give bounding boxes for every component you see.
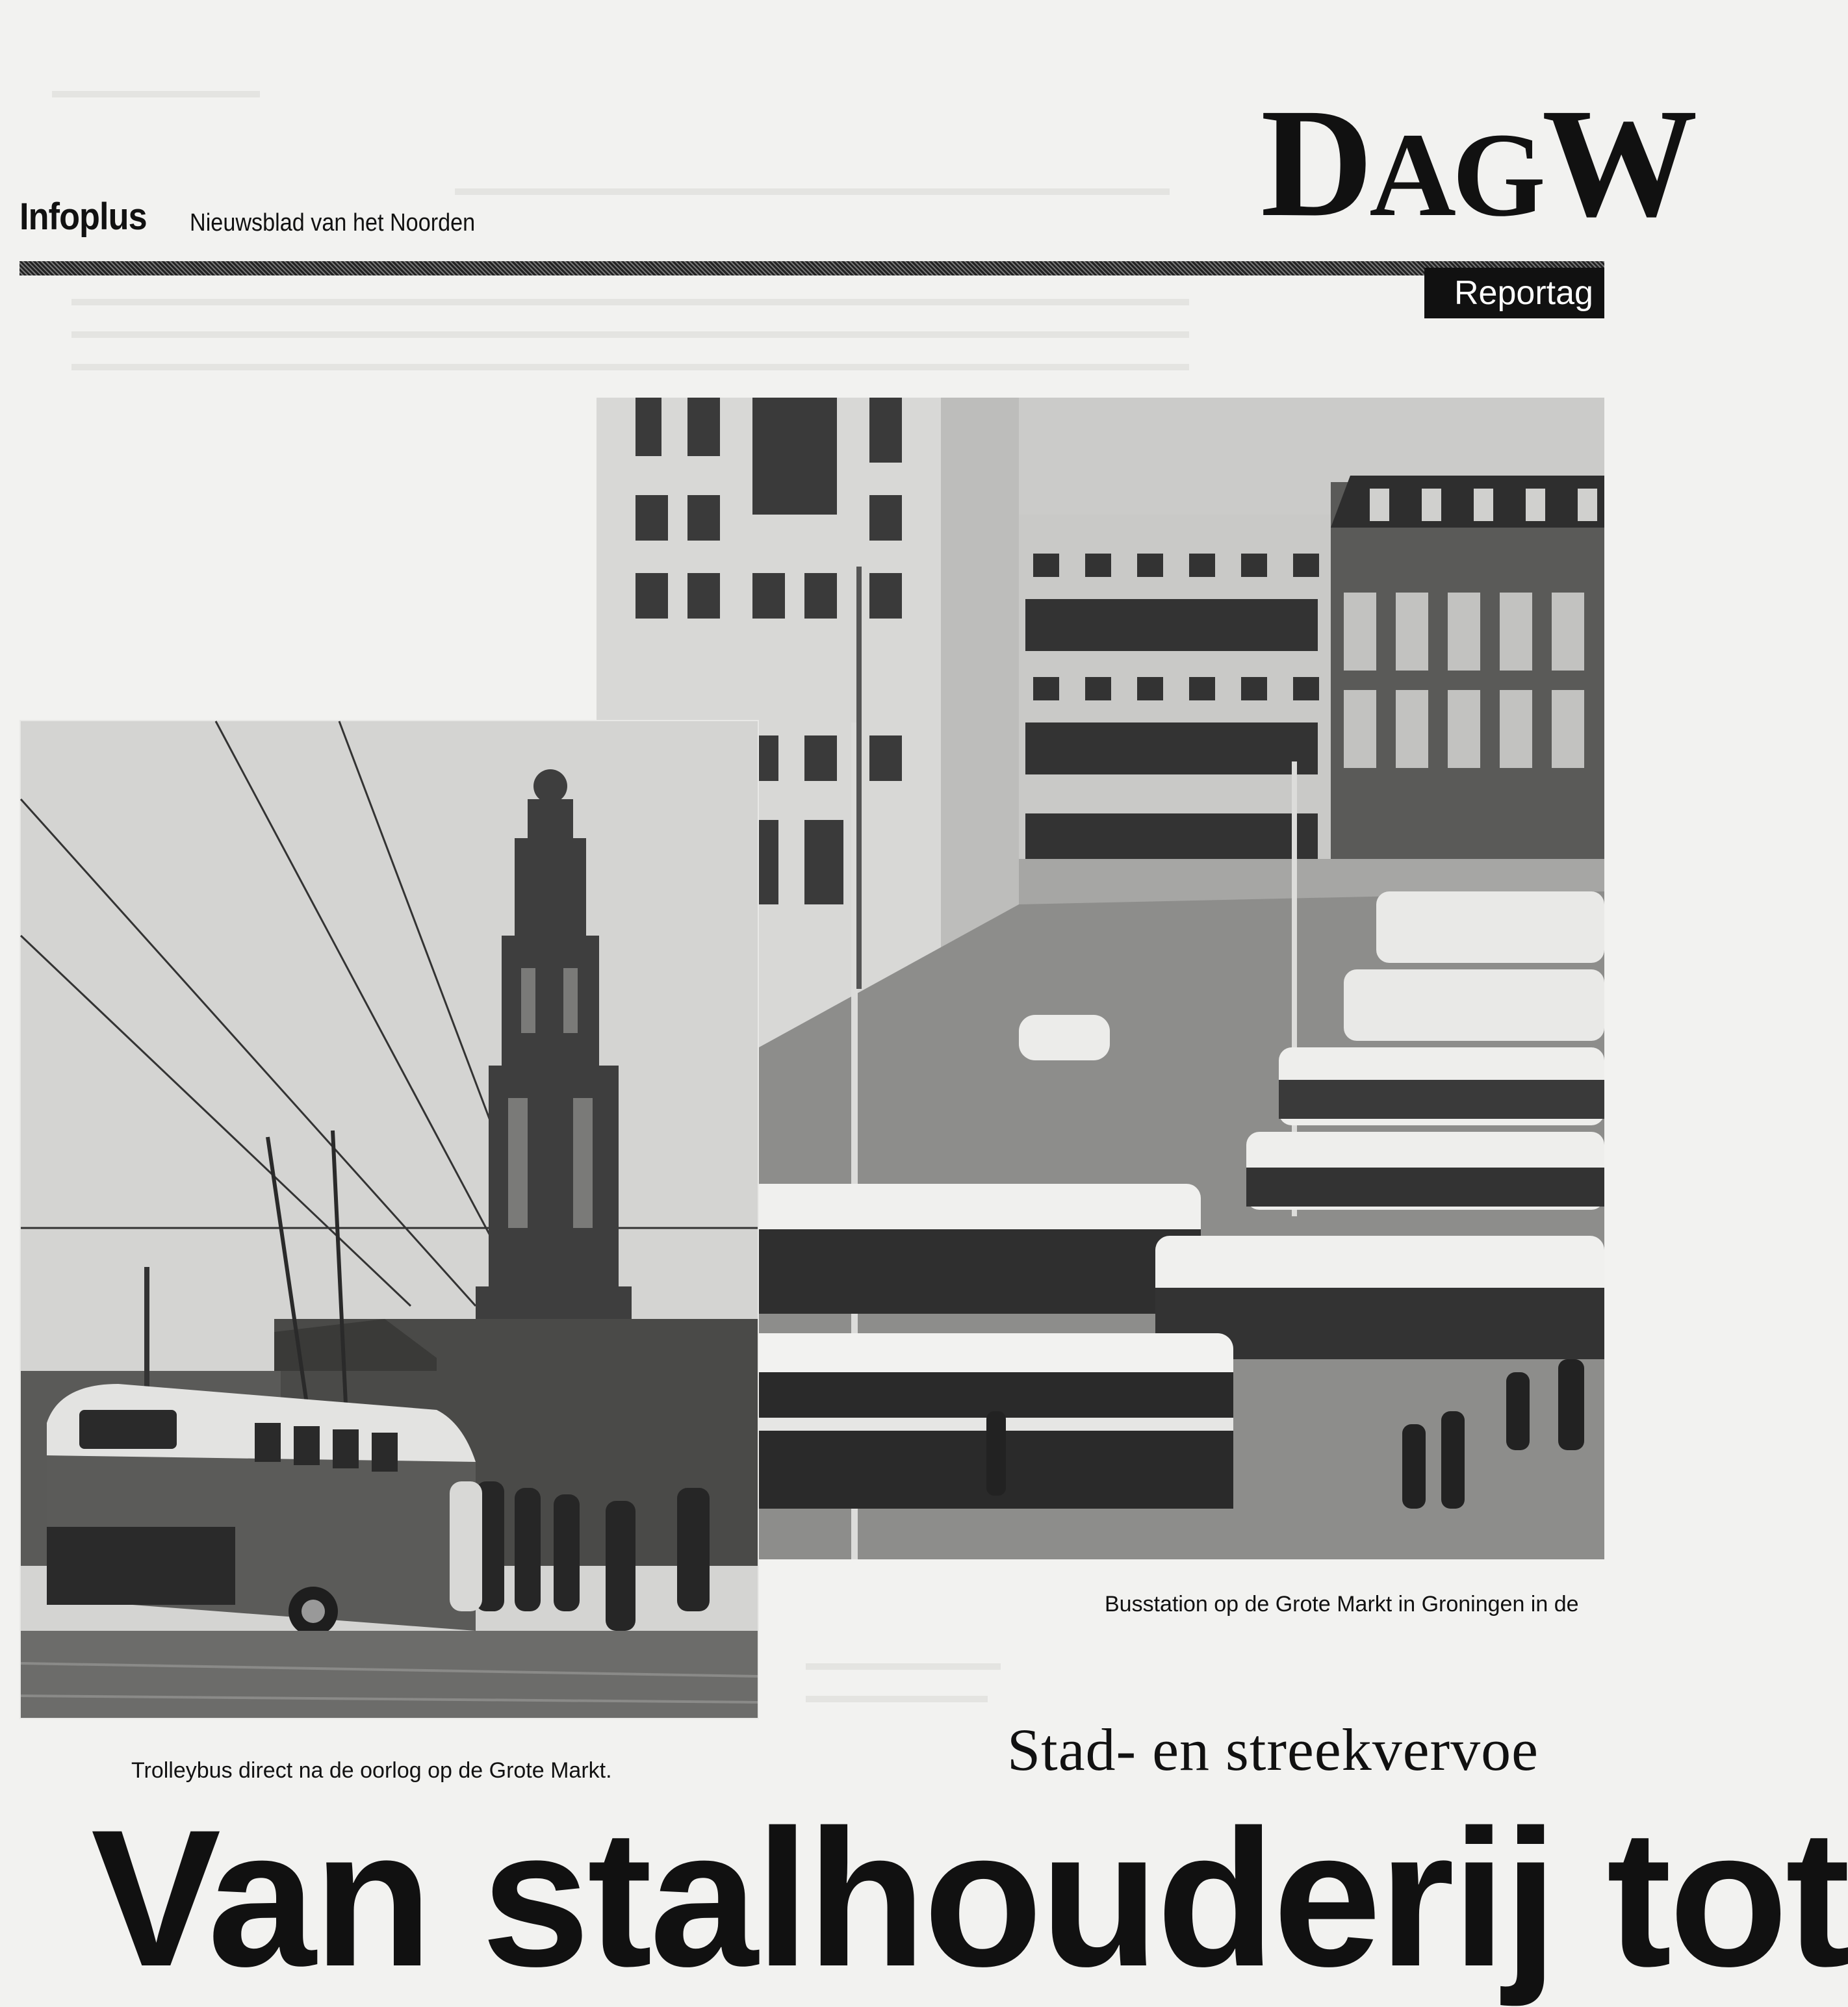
bleed-through: [806, 1696, 988, 1702]
header-rule: [19, 261, 1604, 275]
trolleybus-photo: [21, 721, 758, 1718]
bleed-through: [71, 299, 1189, 305]
trolleybus-photo-image: [21, 721, 758, 1718]
article-headline: Van stalhouderij tot: [91, 1789, 1848, 2007]
bleed-through: [52, 91, 260, 97]
bleed-through: [71, 364, 1189, 370]
bleed-through: [806, 1663, 1001, 1670]
masthead-mid: AG: [1369, 109, 1542, 242]
bleed-through: [71, 331, 1189, 338]
bleed-through: [455, 188, 1170, 195]
section-label: Infoplus: [19, 196, 147, 238]
masthead-title: [1261, 76, 1694, 253]
source-name: Nieuwsblad van het Noorden: [190, 209, 476, 236]
section-tab: Reportag: [1424, 268, 1604, 318]
article-subhead: Stad- en streekvervoe: [1007, 1717, 1539, 1783]
masthead-lead: D: [1261, 76, 1370, 249]
masthead-tail: W: [1541, 76, 1694, 249]
busstation-caption: Busstation op de Grote Markt in Groningen in de: [1105, 1592, 1579, 1617]
trolleybus-caption: Trolleybus direct na de oorlog op de Grote Markt.: [131, 1758, 612, 1783]
